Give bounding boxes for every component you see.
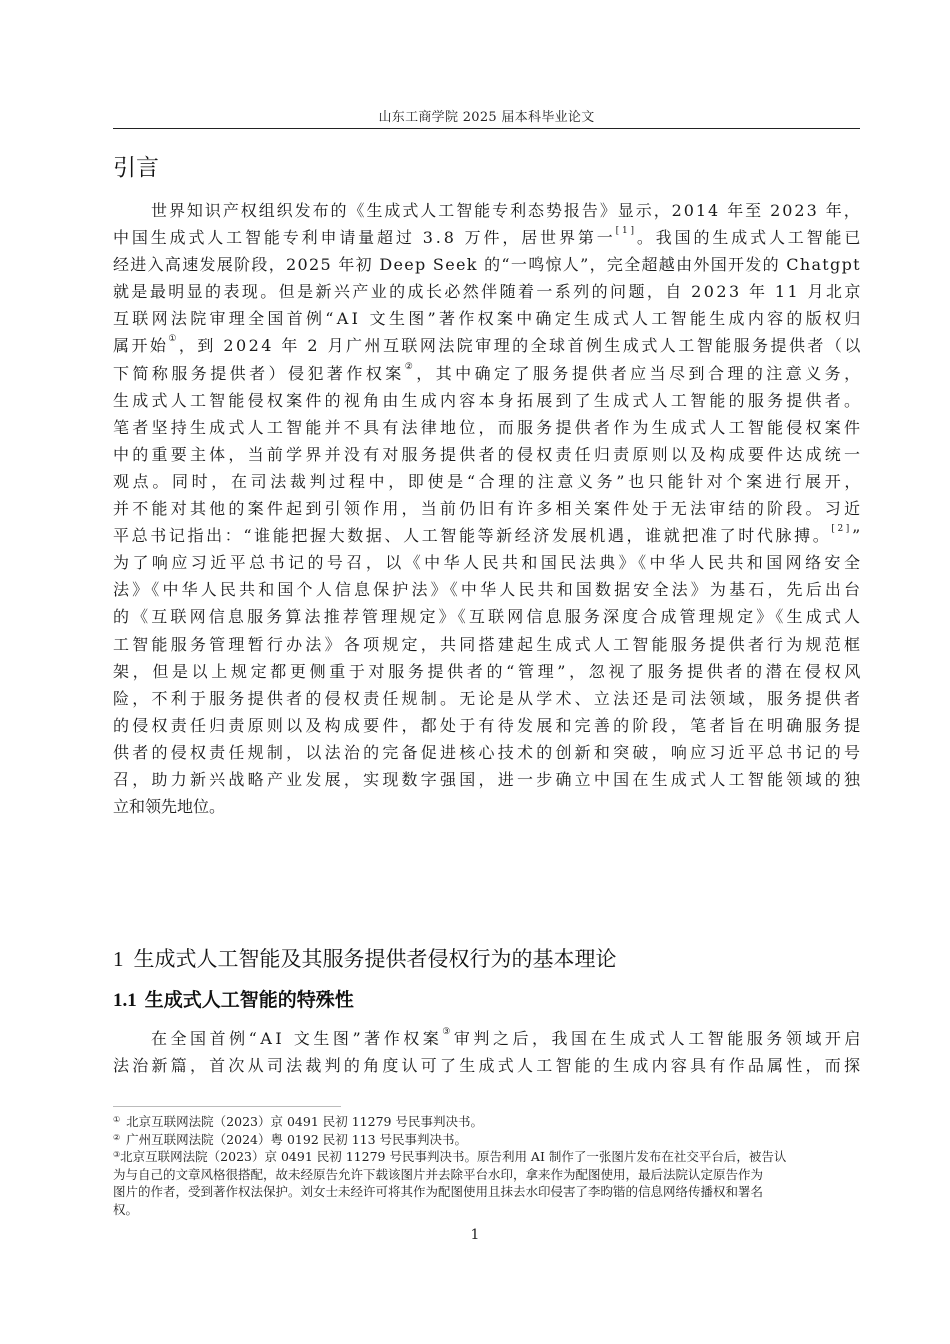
text-line bbox=[113, 1025, 864, 1052]
text-line bbox=[113, 495, 864, 522]
footnote-marker: ② bbox=[113, 1132, 121, 1142]
line-text: 架，但是以上规定都更侧重于对服务提供者的“管理”，忽视了服务提供者的潜在侵权风 bbox=[113, 661, 865, 681]
text-line bbox=[113, 332, 863, 359]
line-text: 在全国首例“AI 文生图”著作权案③审判之后，我国在生成式人工智能服务领域开启 bbox=[151, 1027, 864, 1048]
citation-marker: ③ bbox=[442, 1027, 454, 1037]
section-number: 1.1 bbox=[113, 990, 137, 1011]
citation-marker: ② bbox=[404, 361, 417, 372]
intro-heading: 引言 bbox=[113, 155, 159, 181]
text-line bbox=[113, 414, 864, 441]
line-text: 属开始①，到 2024 年 2 月广州互联网法院审理的全球首例生成式人工智能服务提供者（以 bbox=[113, 334, 863, 356]
text-line bbox=[113, 576, 864, 603]
text-line bbox=[113, 224, 864, 251]
line-text: 互联网法院审理全国首例“AI 文生图”著作权案中确定生成式人工智能生成内容的版权归 bbox=[113, 309, 864, 329]
text-line bbox=[113, 685, 864, 712]
line-text: 中的重要主体，当前学界并没有对服务提供者的侵权责任归责原则以及构成要件达成统一 bbox=[113, 444, 864, 464]
text-line bbox=[113, 549, 864, 576]
line-text: 的《互联网信息服务算法推荐管理规定》《互联网信息服务深度合成管理规定》《生成式人 bbox=[113, 607, 864, 627]
footnote-line: 图片的作者，受到著作权法保护。刘女士未经许可将其作为配图使用且抹去水印侵害了李昀锴的信息网络传播权和署名 bbox=[113, 1184, 764, 1199]
text-line bbox=[113, 197, 860, 224]
line-text: 中国生成式人工智能专利申请量超过 3.8 万件，居世界第一[1]。我国的生成式人工智能已 bbox=[113, 226, 864, 248]
line-text: 工智能服务管理暂行办法》各项规定，共同搭建起生成式人工智能服务提供者行为规范框 bbox=[113, 634, 864, 654]
line-text: 平总书记指出：“谁能把握大数据、人工智能等新经济发展机遇，谁就把准了时代脉搏。[2]” bbox=[113, 524, 863, 546]
text-line bbox=[113, 712, 864, 739]
text-line bbox=[113, 658, 865, 685]
line-text: 就是最明显的表现。但是新兴产业的成长必然伴随着一系列的问题，自 2023 年 11 月北京 bbox=[113, 282, 863, 302]
section-title: 生成式人工智能的特殊性 bbox=[144, 989, 354, 1011]
text-line bbox=[113, 631, 864, 658]
text-line bbox=[113, 441, 864, 468]
line-text: 立和领先地位。 bbox=[113, 797, 226, 817]
text-line bbox=[113, 603, 864, 630]
line-text: 召，助力新兴战略产业发展，实现数字强国，进一步确立中国在生成式人工智能领域的独 bbox=[113, 769, 864, 789]
footnote-line: ③北京互联网法院（2023）京 0491 民初 11279 号民事判决书。原告利用 AI 制作了一张图片发布在社交平台后，被告认 bbox=[113, 1149, 787, 1164]
citation-marker: [2] bbox=[831, 524, 852, 535]
line-text: 的侵权责任归责原则以及构成要件，都处于有待发展和完善的阶段，笔者旨在明确服务提 bbox=[113, 715, 864, 735]
line-text: 法治新篇，首次从司法裁判的角度认可了生成式人工智能的生成内容具有作品属性，而探 bbox=[113, 1056, 864, 1076]
line-text: 供者的侵权责任规制，以法治的完备促进核心技术的创新和突破，响应习近平总书记的号 bbox=[113, 742, 864, 762]
footnote-marker: ① bbox=[113, 1115, 121, 1124]
section-number: 1 bbox=[113, 947, 124, 971]
line-text: 险，不利于服务提供者的侵权责任规制。无论是从学术、立法还是司法领域，服务提供者 bbox=[113, 688, 864, 708]
section-1-1-paragraph bbox=[113, 1025, 864, 1079]
text-line bbox=[113, 1052, 864, 1079]
citation-marker: [1] bbox=[615, 226, 637, 237]
text-line bbox=[113, 468, 865, 495]
citation-marker: ① bbox=[168, 334, 179, 345]
line-text: 并不能对其他的案件起到引领作用，当前仍旧有许多相关案件处于无法审结的阶段。习近 bbox=[113, 499, 864, 519]
running-header: 山东工商学院 2025 届本科毕业论文 bbox=[378, 110, 595, 125]
section-1-heading bbox=[113, 943, 617, 973]
line-text: 为了响应习近平总书记的号召，以《中华人民共和国民法典》《中华人民共和国网络安全 bbox=[113, 553, 864, 573]
footnote-line: ① 北京互联网法院（2023）京 0491 民初 11279 号民事判决书。 bbox=[113, 1114, 483, 1129]
header-rule bbox=[113, 128, 860, 129]
text-line bbox=[113, 766, 864, 793]
line-text: 经进入高速发展阶段，2025 年初 Deep Seek 的“一鸣惊人”，完全超越由外国开发的 Chatgpt bbox=[113, 255, 861, 275]
footnote-marker: ③ bbox=[113, 1150, 121, 1159]
line-text: 世界知识产权组织发布的《生成式人工智能专利态势报告》显示，2014 年至 2023 年， bbox=[151, 201, 862, 220]
footnote-line: 权。 bbox=[113, 1201, 139, 1217]
line-text: 笔者坚持生成式人工智能并不具有法律地位，而服务提供者作为生成式人工智能侵权案件 bbox=[113, 417, 864, 437]
section-title: 生成式人工智能及其服务提供者侵权行为的基本理论 bbox=[133, 947, 617, 971]
line-text: 法》《中华人民共和国个人信息保护法》《中华人民共和国数据安全法》为基石，先后出台 bbox=[113, 580, 864, 600]
footnote-line: 为与自己的文章风格很搭配，故未经原告允许下载该图片并去除平台水印，拿来作为配图使用，最后法院认定原告作为 bbox=[113, 1166, 764, 1182]
text-line bbox=[113, 278, 863, 305]
footnote-line: ② 广州互联网法院（2024）粤 0192 民初 113 号民事判决书。 bbox=[113, 1131, 468, 1147]
footnotes bbox=[113, 1113, 860, 1218]
text-line bbox=[113, 305, 864, 332]
line-text: 生成式人工智能侵权案件的视角由生成内容本身拓展到了生成式人工智能的服务提供者。 bbox=[113, 390, 864, 410]
page-number: 1 bbox=[470, 1227, 480, 1243]
text-line bbox=[113, 360, 864, 387]
text-line bbox=[113, 387, 864, 414]
text-line bbox=[113, 251, 860, 278]
footnote-separator bbox=[113, 1106, 341, 1107]
text-line bbox=[113, 739, 864, 766]
section-1-1-heading bbox=[113, 985, 354, 1012]
text-line bbox=[113, 522, 863, 549]
line-text: 观点。同时，在司法裁判过程中，即使是“合理的注意义务”也只能针对个案进行展开， bbox=[113, 471, 865, 491]
text-line bbox=[113, 793, 860, 820]
line-text: 下简称服务提供者）侵犯著作权案②，其中确定了服务提供者应当尽到合理的注意义务， bbox=[113, 361, 864, 383]
intro-paragraph bbox=[113, 197, 865, 820]
